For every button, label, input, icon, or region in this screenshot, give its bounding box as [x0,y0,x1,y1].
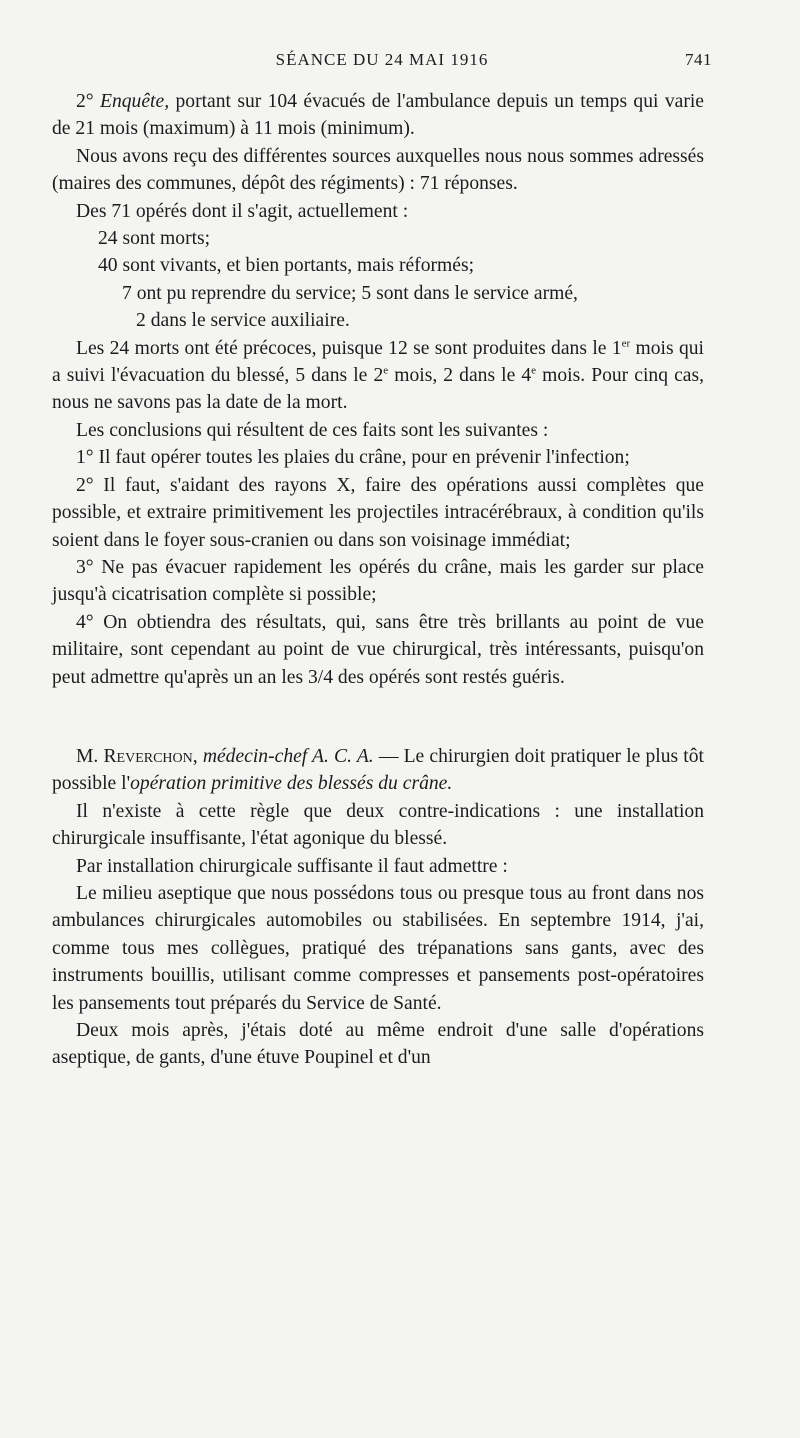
page-body [52,88,704,1072]
page-number: 741 [685,50,712,69]
paragraph-conclusions: Les conclusions qui résultent de ces faits sont les suivantes : [76,419,549,441]
running-head [52,50,712,74]
precoces-sup-2: e [383,364,389,377]
conclusion-2: 2° Il faut, s'aidant des rayons X, faire des opérations aussi complètes que possible, et extraire primitivement les projectiles intracérébraux, à condition qu'ils soient dans le foyer sous-cranien ou dans son voisinage immédiat; [52,474,704,551]
speaker-role: médecin-chef A. C. A. [197,745,374,767]
precoces-sup-3: e [531,364,537,377]
precoces-text-3: mois, 2 dans le 4 [388,365,532,387]
paragraph-sources: Nous avons reçu des différentes sources auxquelles nous nous sommes adressés (maires des communes, dépôt des régiments) : 71 réponses. [52,145,704,195]
paragraph-milieu: Le milieu aseptique que nous possédons tous ou presque tous au front dans nos ambulances chirurgicales automobiles ou stabilisées. En septembre 1914, j'ai, comme tous mes collègues, pratiqué des trépanations sans gants, avec des instruments bouillis, utilisant comme compresses et pansements post-opératoires les pansements tout préparés du Service de Santé. [52,882,704,1014]
paragraph-installation: Par installation chirurgicale suffisante il faut admettre : [76,855,508,877]
conclusion-4: 4° On obtiendra des résultats, qui, sans être très brillants au point de vue militaire, sont cependant au point de vue chirurgical, très intéressants, puisqu'on peut admettre qu'après un an les 3/4 des opérés sont restés guéris. [52,611,704,688]
section-gap [52,691,704,743]
list-item-morts: 24 sont morts; [98,228,211,250]
paragraph-enquete [52,88,704,143]
running-head-title: SÉANCE DU 24 MAI 1916 [275,50,489,69]
list-item-vivants: 40 sont vivants, et bien portants, mais réformés; [98,255,475,277]
enquete-word: Enquête, [100,91,170,112]
precoces-text-2: mois qui a suivi l'évacuation du blessé, 5 dans le 2 [52,337,704,387]
paragraph-reverchon [52,743,704,798]
paragraph-des71: Des 71 opérés dont il s'agit, actuellement : [76,200,409,222]
speaker-name: Reverchon, [103,745,198,767]
speech-emphasis: opération primitive des blessés du crâne. [130,773,453,795]
paragraph-precoces [52,335,704,417]
precoces-sup-1: er [621,337,631,350]
precoces-text-1: Les 24 morts ont été précoces, puisque 12 se sont produites dans le 1 [76,337,622,359]
enquete-number: 2° [76,91,94,112]
precoces-text-4: mois. Pour cinq cas, nous ne savons pas la date de la mort. [52,365,705,414]
conclusion-3: 3° Ne pas évacuer rapidement les opérés du crâne, mais les garder sur place jusqu'à cicatrisation complète si possible; [52,556,704,606]
list-item-service: 7 ont pu reprendre du service; 5 sont dans le service armé, [122,282,578,304]
list-item-auxiliaire: 2 dans le service auxiliaire. [136,310,350,332]
paragraph-regle: Il n'existe à cette règle que deux contre-indications : une installation chirurgicale insuffisante, l'état agonique du blessé. [52,800,704,850]
paragraph-deux-mois: Deux mois après, j'étais doté au même endroit d'une salle d'opérations aseptique, de gants, d'une étuve Poupinel et d'un [52,1020,704,1069]
conclusion-1: 1° Il faut opérer toutes les plaies du crâne, pour en prévenir l'infection; [76,447,630,469]
enquete-text: portant sur 104 évacués de l'ambulance depuis un temps qui varie de 21 mois (maximum) à 11 mois (minimum). [52,91,704,140]
speaker-prefix: M. [76,745,104,767]
speech-text: — Le chirurgien doit pratiquer le plus tôt possible l' [52,745,704,795]
